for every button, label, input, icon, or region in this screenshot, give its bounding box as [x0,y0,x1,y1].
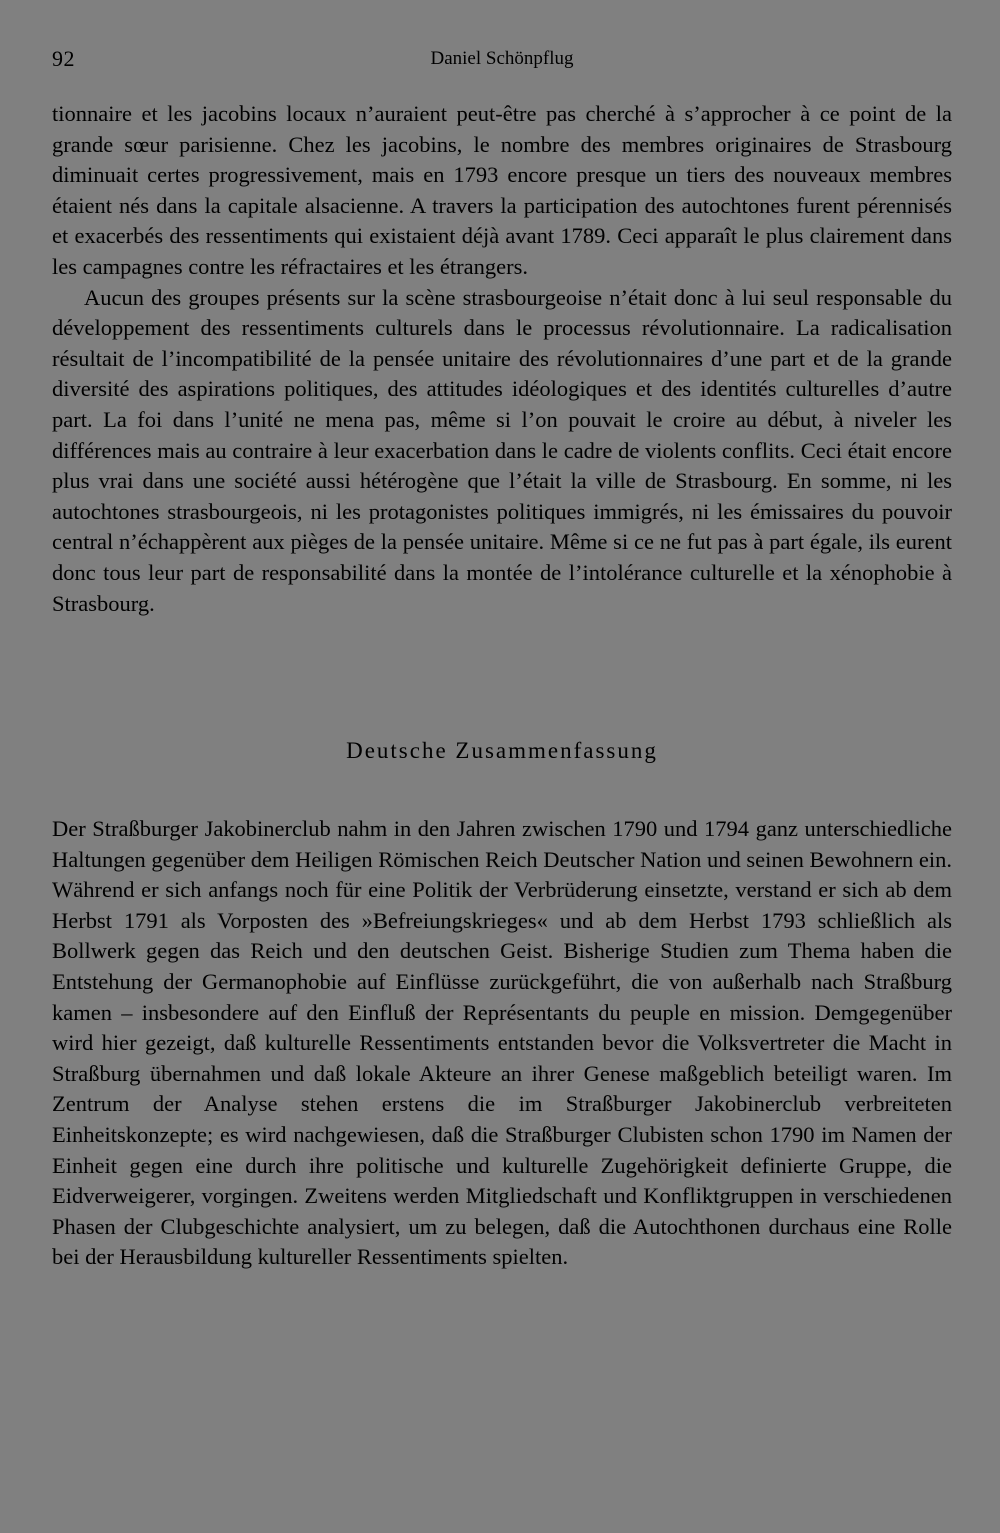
page-number: 92 [52,46,75,71]
german-summary-block [52,814,952,1273]
running-head [52,46,952,76]
french-text-block [52,99,952,619]
section-heading: Deutsche Zusammenfassung [346,738,658,763]
french-paragraph-conclusion: Aucun des groupes présents sur la scène strasbourgeoise n’était donc à lui seul responsable du développement des ressentiments culturels dans le processus révolutionnaire. La radicalisation résultait de l’incompatibilité de la pensée unitaire des révolutionnaires d’une part et de la grande diversité des aspirations politiques, des attitudes idéologiques et des identités culturelles d’autre part. La foi dans l’unité ne mena pas, même si l’on pouvait le croire au début, à niveler les différences mais au contraire à leur exacerbation dans le cadre de violents conflits. Ceci était encore plus vrai dans une société aussi hétérogène que l’était la ville de Strasbourg. En somme, ni les autochtones strasbourgeois, ni les protagonistes politiques immigrés, ni les émissaires du pouvoir central n’échappèrent aux pièges de la pensée unitaire. Même si ce ne fut pas à part égale, ils eurent donc tous leur part de responsabilité dans la montée de l’intolérance culturelle et la xénophobie à Strasbourg. [52,284,952,616]
french-paragraph-continued: tionnaire et les jacobins locaux n’auraient peut-être pas cherché à s’approcher à ce point de la grande sœur parisienne. Chez les jacobins, le nombre des membres originaires de Strasbourg diminuait certes progressivement, mais en 1793 encore presque un tiers des nouveaux membres étaient nés dans la capitale alsacienne. A travers la participation des autochtones furent pérennisés et exacerbés des ressentiments qui existaient déjà avant 1789. Ceci apparaît le plus clairement dans les campagnes contre les réfractaires et les étrangers. [52,101,952,279]
running-head-author: Daniel Schönpflug [430,48,574,69]
german-summary-paragraph: Der Straßburger Jakobinerclub nahm in den Jahren zwischen 1790 und 1794 ganz unterschiedliche Haltungen gegenüber dem Heiligen Römischen Reich Deutscher Nation und seinen Bewohnern ein. Während er sich anfangs noch für eine Politik der Verbrüderung einsetzte, verstand er sich ab dem Herbst 1791 als Vorposten des »Befreiungskrieges« und ab dem Herbst 1793 schließlich als Bollwerk gegen das Reich und den deutschen Geist. Bisherige Studien zum Thema haben die Entstehung der Germanophobie auf Einflüsse zurückgeführt, die von außerhalb nach Straßburg kamen – insbesondere auf den Einfluß der Représentants du peuple en mission. Demgegenüber wird hier gezeigt, daß kulturelle Ressentiments entstanden bevor die Volksvertreter die Macht in Straßburg übernahmen und daß lokale Akteure an ihrer Genese maßgeblich beteiligt waren. Im Zentrum der Analyse stehen erstens die im Straßburger Jakobinerclub verbreiteten Einheitskonzepte; es wird nachgewiesen, daß die Straßburger Clubisten schon 1790 im Namen der Einheit gegen eine durch ihre politische und kulturelle Zugehörigkeit definierte Gruppe, die Eidverweigerer, vorgingen. Zweitens werden Mitgliedschaft und Konfliktgruppen in verschiedenen Phasen der Clubgeschichte analysiert, um zu belegen, daß die Autochthonen durchaus eine Rolle bei der Herausbildung kultureller Ressentiments spielten. [52,816,952,1270]
